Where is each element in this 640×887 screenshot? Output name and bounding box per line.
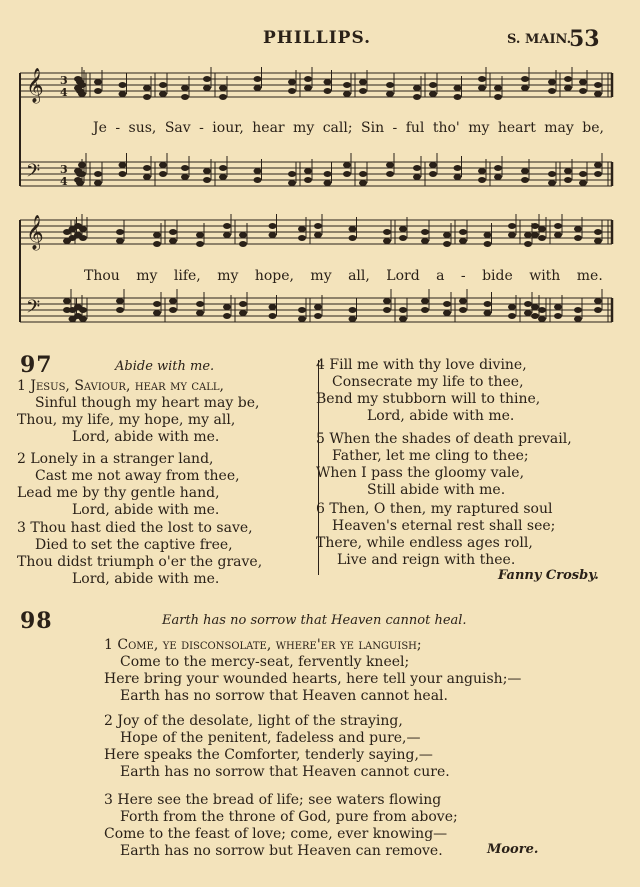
note-head [548, 88, 556, 94]
note-head [298, 235, 306, 241]
note-head [78, 162, 86, 168]
note-head [304, 177, 312, 183]
hymn-98-author: Moore. [487, 842, 539, 857]
note-head [203, 76, 211, 82]
note-head [413, 174, 421, 180]
stanza-line: Hope of the penitent, fadeless and pure,— [120, 730, 421, 746]
note-head [79, 235, 87, 241]
note-head [288, 171, 296, 177]
note-head [153, 232, 161, 238]
stanza-line: Lord, abide with me. [367, 408, 515, 424]
hymn-97-title: Abide with me. [115, 359, 215, 374]
page-header [0, 28, 640, 54]
note-head [494, 165, 502, 171]
note-head [169, 229, 177, 235]
time-signature: 3 [60, 163, 68, 176]
note-head [548, 180, 556, 186]
stanza-line: Live and reign with thee. [337, 552, 516, 568]
lyrics-line-1: Je - sus, Sav - iour, hear my call; Sin - ful tho' my heart may be, [93, 120, 604, 136]
note-head [594, 171, 602, 177]
note-head [478, 177, 486, 183]
note-head [594, 238, 602, 244]
note-head [594, 298, 602, 304]
note-head [454, 94, 462, 100]
note-head [413, 165, 421, 171]
note-head [484, 310, 492, 316]
note-head [429, 162, 437, 168]
note-head [143, 165, 151, 171]
note-head [443, 241, 451, 247]
note-head [386, 91, 394, 97]
note-head [478, 85, 486, 91]
note-head [219, 174, 227, 180]
note-head [76, 180, 84, 186]
note-head [594, 91, 602, 97]
note-head [459, 298, 467, 304]
note-head [494, 174, 502, 180]
note-head [94, 79, 102, 85]
note-head [63, 298, 71, 304]
note-head [359, 79, 367, 85]
note-head [508, 304, 516, 310]
note-head [159, 91, 167, 97]
note-head [454, 85, 462, 91]
note-head [223, 232, 231, 238]
note-head [564, 76, 572, 82]
note-head [269, 232, 277, 238]
note-head [349, 226, 357, 232]
note-head [63, 307, 71, 313]
note-head [531, 304, 539, 310]
note-head [203, 168, 211, 174]
note-head [203, 177, 211, 183]
note-head [219, 165, 227, 171]
note-head [579, 180, 587, 186]
note-head [594, 229, 602, 235]
note-head [79, 316, 87, 322]
note-head [298, 226, 306, 232]
note-head [219, 85, 227, 91]
note-head [288, 180, 296, 186]
note-head [143, 174, 151, 180]
note-head [521, 76, 529, 82]
note-head [169, 238, 177, 244]
note-head [579, 171, 587, 177]
stanza-line: 5 When the shades of death prevail, [316, 431, 572, 447]
note-head [116, 238, 124, 244]
note-head [239, 301, 247, 307]
stanza-line: Forth from the throne of God, pure from above; [120, 809, 458, 825]
note-head [239, 310, 247, 316]
stanza-line: Still abide with me. [367, 482, 506, 498]
note-head [478, 168, 486, 174]
note-head [429, 82, 437, 88]
stanza-line: 3 Here see the bread of life; see waters flowing [104, 792, 442, 808]
note-head [143, 94, 151, 100]
note-head [399, 235, 407, 241]
note-head [349, 307, 357, 313]
note-head [116, 229, 124, 235]
note-head [223, 313, 231, 319]
note-head [79, 226, 87, 232]
note-head [413, 94, 421, 100]
note-head [386, 82, 394, 88]
note-head [429, 171, 437, 177]
note-head [459, 229, 467, 235]
stanza-line: Lead me by thy gentle hand, [17, 485, 220, 501]
note-head [579, 88, 587, 94]
note-head [359, 180, 367, 186]
stanza-line: Cast me not away from thee, [35, 468, 240, 484]
note-head [443, 301, 451, 307]
note-head [386, 162, 394, 168]
note-head [594, 82, 602, 88]
note-head [521, 177, 529, 183]
note-head [524, 301, 532, 307]
stanza-line: Father, let me cling to thee; [332, 448, 529, 464]
note-head [454, 165, 462, 171]
stanza-line: When I pass the gloomy vale, [316, 465, 525, 481]
time-signature: 3 [60, 74, 68, 87]
tune-title: PHILLIPS. [263, 28, 372, 48]
note-head [288, 88, 296, 94]
note-head [269, 223, 277, 229]
hymn-number-98: 98 [20, 608, 53, 634]
note-head [254, 168, 262, 174]
note-head [574, 235, 582, 241]
note-head [169, 307, 177, 313]
stanza-line: 4 Fill me with thy love divine, [316, 357, 527, 373]
stanza-line: 2 Joy of the desolate, light of the straying, [104, 713, 403, 729]
note-head [548, 171, 556, 177]
note-head [181, 165, 189, 171]
stanza-line: 3 Thou hast died the lost to save, [17, 520, 253, 536]
note-head [288, 79, 296, 85]
note-head [383, 238, 391, 244]
note-head [399, 316, 407, 322]
note-head [343, 171, 351, 177]
note-head [153, 241, 161, 247]
note-head [494, 94, 502, 100]
note-head [574, 307, 582, 313]
note-head [324, 88, 332, 94]
note-head [399, 307, 407, 313]
note-head [524, 232, 532, 238]
stanza-line: 2 Lonely in a stranger land, [17, 451, 214, 467]
note-head [196, 232, 204, 238]
bass-clef-icon: 𝄢 [26, 297, 41, 322]
note-head [484, 301, 492, 307]
note-head [383, 229, 391, 235]
note-head [269, 313, 277, 319]
note-head [383, 298, 391, 304]
hymn-98-title: Earth has no sorrow that Heaven cannot heal. [162, 613, 467, 628]
stanza-line: Lord, abide with me. [72, 502, 220, 518]
note-head [324, 79, 332, 85]
note-head [119, 171, 127, 177]
stanza-line: 1 Jesus, Saviour, hear my call, [17, 378, 224, 394]
note-head [298, 307, 306, 313]
note-head [314, 304, 322, 310]
note-head [429, 91, 437, 97]
stanza-line: Here speaks the Comforter, tenderly saying,— [104, 747, 433, 763]
note-head [153, 310, 161, 316]
stanza-line: Died to set the captive free, [35, 537, 233, 553]
note-head [314, 223, 322, 229]
note-head [399, 226, 407, 232]
note-head [478, 76, 486, 82]
note-head [564, 168, 572, 174]
note-head [94, 171, 102, 177]
note-head [524, 310, 532, 316]
note-head [181, 174, 189, 180]
bass-clef-icon: 𝄢 [26, 161, 41, 186]
note-head [564, 85, 572, 91]
note-head [324, 171, 332, 177]
note-head [421, 238, 429, 244]
note-head [219, 94, 227, 100]
stanza-line: Here bring your wounded hearts, here tell your anguish;— [104, 671, 522, 687]
note-head [508, 232, 516, 238]
note-head [159, 162, 167, 168]
stanza-line: Bend my stubborn will to thine, [316, 391, 541, 407]
note-head [304, 168, 312, 174]
note-head [223, 223, 231, 229]
note-head [78, 171, 86, 177]
note-head [78, 82, 86, 88]
stanza-line: Thou, my life, my hope, my all, [17, 412, 236, 428]
note-head [386, 171, 394, 177]
note-head [484, 232, 492, 238]
note-head [304, 76, 312, 82]
stanza-line: Come to the mercy-seat, fervently kneel; [120, 654, 410, 670]
note-head [554, 313, 562, 319]
treble-clef-icon: 𝄞 [26, 215, 44, 250]
note-head [554, 223, 562, 229]
hymn-97-author: Fanny Crosby. [498, 568, 599, 583]
stanza-line: Heaven's eternal rest shall see; [332, 518, 556, 534]
note-head [196, 301, 204, 307]
stanza-line: Sinful though my heart may be, [35, 395, 260, 411]
note-head [63, 238, 71, 244]
note-head [508, 313, 516, 319]
note-head [443, 310, 451, 316]
note-head [343, 91, 351, 97]
note-head [554, 232, 562, 238]
note-head [594, 307, 602, 313]
note-head [538, 307, 546, 313]
note-head [143, 85, 151, 91]
note-head [443, 232, 451, 238]
note-head [159, 171, 167, 177]
note-head [79, 307, 87, 313]
note-head [538, 235, 546, 241]
note-head [239, 232, 247, 238]
note-head [304, 85, 312, 91]
note-head [594, 162, 602, 168]
note-head [223, 304, 231, 310]
stanza-line: There, while endless ages roll, [316, 535, 533, 551]
stanza-line: Come to the feast of love; come, ever knowing— [104, 826, 448, 842]
note-head [454, 174, 462, 180]
note-head [169, 298, 177, 304]
note-head [359, 88, 367, 94]
note-head [119, 82, 127, 88]
note-head [343, 162, 351, 168]
note-head [203, 85, 211, 91]
stanza-line: Earth has no sorrow that Heaven cannot heal. [120, 688, 448, 704]
time-signature: 4 [60, 86, 68, 99]
note-head [116, 307, 124, 313]
note-head [359, 171, 367, 177]
meter-label: S. MAIN. [507, 32, 572, 47]
time-signature: 4 [60, 175, 68, 188]
stanza-line: Lord, abide with me. [72, 429, 220, 445]
note-head [119, 91, 127, 97]
note-head [548, 79, 556, 85]
hymn-number-97: 97 [20, 352, 53, 378]
note-head [324, 180, 332, 186]
note-head [254, 85, 262, 91]
treble-clef-icon: 𝄞 [26, 68, 44, 103]
note-head [343, 82, 351, 88]
note-head [538, 226, 546, 232]
note-head [564, 177, 572, 183]
page-number: 53 [569, 26, 600, 52]
note-head [119, 162, 127, 168]
note-head [413, 85, 421, 91]
note-head [269, 304, 277, 310]
note-head [494, 85, 502, 91]
note-head [181, 85, 189, 91]
stanza-line: Thou didst triumph o'er the grave, [17, 554, 263, 570]
note-head [314, 232, 322, 238]
note-head [521, 168, 529, 174]
note-head [78, 91, 86, 97]
note-head [554, 304, 562, 310]
stanza-line: 1 Come, ye disconsolate, where'er ye languish; [104, 637, 422, 653]
note-head [254, 76, 262, 82]
stanza-line: Earth has no sorrow that Heaven cannot cure. [120, 764, 450, 780]
note-head [349, 316, 357, 322]
note-head [94, 88, 102, 94]
note-head [579, 79, 587, 85]
stanza-line: 6 Then, O then, my raptured soul [316, 501, 553, 517]
note-head [508, 223, 516, 229]
note-head [421, 298, 429, 304]
note-head [69, 316, 77, 322]
note-head [574, 316, 582, 322]
note-head [196, 310, 204, 316]
note-head [254, 177, 262, 183]
note-head [159, 82, 167, 88]
note-head [383, 307, 391, 313]
note-head [94, 180, 102, 186]
stanza-line: Earth has no sorrow but Heaven can remove. [120, 843, 443, 859]
note-head [538, 316, 546, 322]
note-head [459, 307, 467, 313]
note-head [349, 235, 357, 241]
note-head [153, 301, 161, 307]
lyrics-line-2: Thou my life, my hope, my all, Lord a - bide with me. [84, 268, 603, 284]
note-head [239, 241, 247, 247]
note-head [524, 241, 532, 247]
note-head [531, 313, 539, 319]
note-head [196, 241, 204, 247]
note-head [63, 229, 71, 235]
stanza-line: Consecrate my life to thee, [332, 374, 524, 390]
note-head [459, 238, 467, 244]
note-head [116, 298, 124, 304]
note-head [421, 307, 429, 313]
stanza-line: Lord, abide with me. [72, 571, 220, 587]
note-head [484, 241, 492, 247]
note-head [314, 313, 322, 319]
note-head [298, 316, 306, 322]
note-head [531, 223, 539, 229]
note-head [181, 94, 189, 100]
note-head [531, 232, 539, 238]
note-head [421, 229, 429, 235]
note-head [521, 85, 529, 91]
note-head [574, 226, 582, 232]
